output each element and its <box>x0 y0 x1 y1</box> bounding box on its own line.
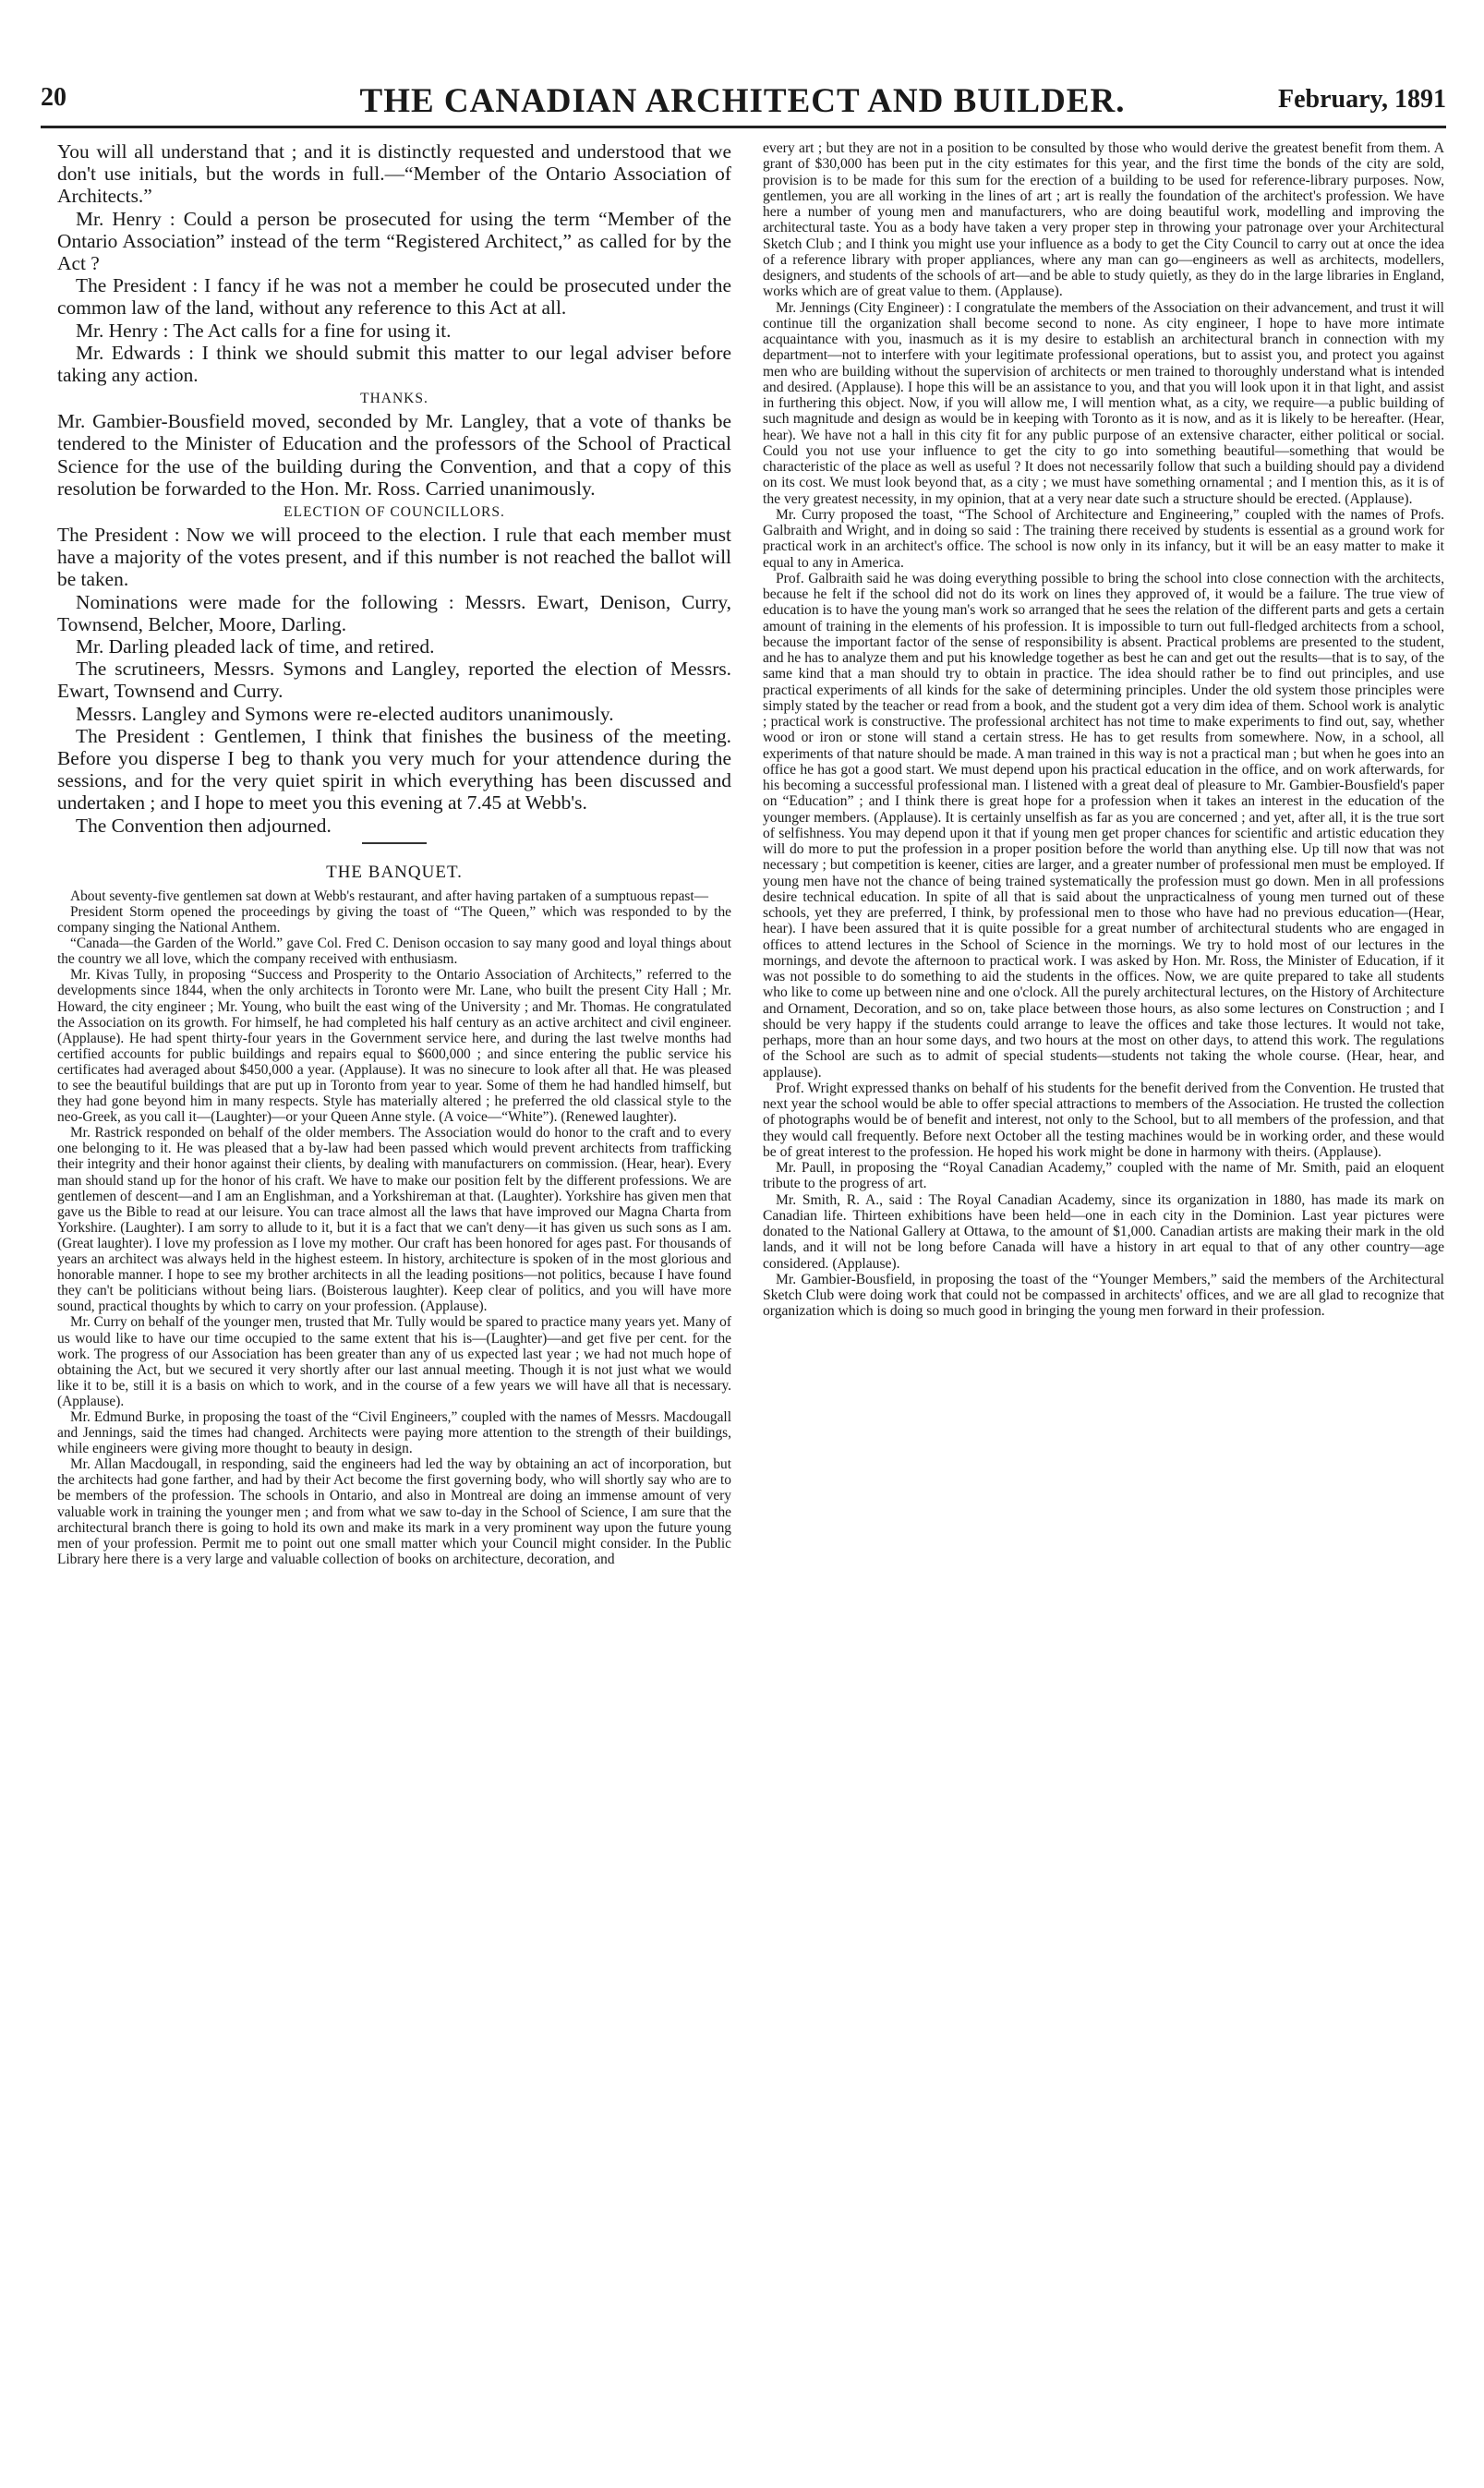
paragraph: Mr. Curry proposed the toast, “The School of Architecture and Engineering,” coupled with the names of Profs. Galbraith and Wright, and in doing so said : The training there received by students is essential as a ground work for practical work in an architect's office. The school is now only in its infancy, but it will be an easy matter to make it equal to any in America. <box>763 506 1444 571</box>
paragraph: The scrutineers, Messrs. Symons and Langley, reported the election of Messrs. Ewart, Townsend and Curry. <box>57 658 731 703</box>
paragraph: Mr. Rastrick responded on behalf of the older members. The Association would do honor to the craft and to every one belonging to it. He was pleased that a by-law had been passed which would prevent architects from trafficking their integrity and their honor against their clients, by dealing with manufacturers on commission. (Hear, hear). Every man should stand up for the honor of his craft. We have to make our position felt by the different professions. We are gentlemen of descent—and I am an Englishman, and a Yorkshireman at that. (Laughter). Yorkshire has given men that gave us the Bible to read at our leisure. You can trace almost all the laws that have improved our Magna Charta from Yorkshire. (Laughter). I am sorry to allude to it, but it is a fact that we can't deny—it has given us such sons as I am. (Great laughter). I love my profession as I love my mother. Our craft has been honored for ages past. For thousands of years an architect was always held in the highest esteem. In history, architecture is spoken of in the most glorious and honorable manner. I hope to see my brother architects in all the leading positions—not politics, because I have found they can't be politicians without being liars. (Boisterous laughter). Keep clear of politics, and you will have more sound, practical thoughts by which to carry on your profession. (Applause). <box>57 1125 731 1315</box>
paragraph: Mr. Gambier-Bousfield moved, seconded by Mr. Langley, that a vote of thanks be tendered to the Minister of Education and the professors of the School of Practical Science for the use of the building during the Convention, and that a copy of this resolution be forwarded to the Hon. Mr. Ross. Carried unanimously. <box>57 410 731 500</box>
thanks-heading: THANKS. <box>360 391 428 407</box>
banquet-section <box>57 888 731 1567</box>
section-divider <box>362 842 427 844</box>
paragraph: Mr. Curry on behalf of the younger men, trusted that Mr. Tully would be spared to practice many years yet. Many of us would like to have our time occupied to the same extent that his is—(Laughter)—and get five per cent. for the work. The progress of our Association has been greater than any of us expected last year ; we had not much hope of obtaining the Act, but we secured it very shortly after our last annual meeting. Though it is not just what we would like it to be, still it is a basis on which to work, and in the course of a few years we will have all that is necessary. (Applause). <box>57 1314 731 1409</box>
header-rule <box>41 126 1446 128</box>
left-column <box>57 140 731 2460</box>
paragraph: The President : I fancy if he was not a member he could be prosecuted under the common law of the land, without any reference to this Act at all. <box>57 274 731 320</box>
paragraph: Mr. Gambier-Bousfield, in proposing the toast of the “Younger Members,” said the members of the Architectural Sketch Club were doing work that could not be compassed in architects' offices, and we are all glad to recognize that organization which is doing so much good in bringing the young men forward in their profession. <box>763 1271 1444 1320</box>
paragraph: Mr. Allan Macdougall, in responding, said the engineers had led the way by obtaining an act of incorporation, but the architects had gone farther, and had by their Act become the first governing body, who will shortly say who are to be members of the profession. The schools in Ontario, and also in Montreal are doing an immense amount of very valuable work in training the younger men ; and from what we saw to-day in the School of Science, I am sure that the architectural branch there is going to hold its own and make its mark in a very prominent way upon the future young men of your profession. Permit me to point out one small matter which your Council might consider. In the Public Library here there is a very large and valuable collection of books on architecture, decoration, and <box>57 1456 731 1567</box>
paragraph: Mr. Henry : The Act calls for a fine for using it. <box>76 319 452 342</box>
election-section <box>57 524 731 837</box>
paragraph: every art ; but they are not in a position to be consulted by those who would derive the greatest benefit from them. A grant of $30,000 has been put in the city estimates for this year, and the first time the bonds of the city are sold, provision is to be made for this sum for the erection of a building to be used for reference-library purposes. Now, gentlemen, you are all working in the lines of art ; art is really the foundation of the architect's profession. We have here a number of young men and manufacturers, who are doing beautiful work, modelling and improving the architectural taste. You as a body have taken a very proper step in throwing your patronage over your Architectural Sketch Club ; and I think you might use your influence as a body to get the City Council to carry out at once the idea of a reference library with proper appliances, where any man can go—engineers as well as architects, modellers, designers, and students of the schools of art—and be able to study quietly, as they do in the large libraries in England, works which are of great value to them. (Applause). <box>763 140 1444 300</box>
paragraph: Mr. Edmund Burke, in proposing the toast of the “Civil Engineers,” coupled with the names of Messrs. Macdougall and Jennings, said the times had changed. Architects were paying more attention to the strength of their buildings, while engineers were giving more thought to beauty in design. <box>57 1408 731 1457</box>
paragraph: Mr. Jennings (City Engineer) : I congratulate the members of the Association on their advancement, and trust it will continue till the organization shall become second to none. As city engineer, I hope to have more intimate acquaintance with you, inasmuch as it is my desire to establish an architectural branch in connection with my department—not to interfere with your legitimate professional operations, but to assist you, and protect you against men who are building without the supervision of architects or men trained to thoroughly understand what is intended and desired. (Applause). I hope this will be an assistance to you, and that you will look upon it in that light, and assist in furthering this object. Now, if you will allow me, I will mention what, as a city, we require—a public building of such magnitude and design as would be in keeping with Toronto as it is now, and as it is likely to be hereafter. (Hear, hear). We have not a hall in this city fit for any public purpose of an extensive character, either political or social. Could you not use your influence to get the city to go into something beautiful—something that would be characteristic of the place as well as useful ? It does not necessarily follow that such a building should pay a dividend on its cost. We must look beyond that, as a city ; we must have something ornamental ; and I mention this, as it is of the very greatest necessity, in my opinion, that at a very near date such a structure should be erected. (Applause). <box>763 299 1444 507</box>
paragraph: You will all understand that ; and it is distinctly requested and understood that we don't use initials, but the words in full.—“Member of the Ontario Association of Architects.” <box>57 140 731 208</box>
page-header <box>41 81 1446 120</box>
paragraph: President Storm opened the proceedings by giving the toast of “The Queen,” which was responded to by the company singing the National Anthem. <box>57 903 731 936</box>
paragraph: Messrs. Langley and Symons were re-elected auditors unanimously. <box>76 702 614 725</box>
paragraph: The President : Gentlemen, I think that finishes the business of the meeting. Before you disperse I beg to thank you very much for your attendence during the sessions, and for the very quiet spirit in which everything has been discussed and undertaken ; and I hope to meet you this evening at 7.45 at Webb's. <box>57 724 731 815</box>
paragraph: The Convention then adjourned. <box>76 814 332 837</box>
paragraph: Nominations were made for the following : Messrs. Ewart, Denison, Curry, Townsend, Belcher, Moore, Darling. <box>57 590 731 635</box>
paragraph: Prof. Wright expressed thanks on behalf of his students for the benefit derived from the Convention. He trusted that next year the school would be able to offer special attractions to members of the Association. He trusted the collection of photographs would be of benefit and interest, not only to the School, but to all members of the profession, and that they would call frequently. Before next October all the testing machines would be in working order, and these would be of great interest to the profession. He hoped his work might be done in harmony with theirs. (Applause). <box>763 1080 1444 1160</box>
paragraph: Mr. Edwards : I think we should submit this matter to our legal adviser before taking any action. <box>57 341 731 387</box>
paragraph: Mr. Kivas Tully, in proposing “Success and Prosperity to the Ontario Association of Architects,” referred to the developments since 1844, when the only architects in Toronto were Mr. Lane, who built the present City Hall ; Mr. Howard, the city engineer ; Mr. Young, who built the east wing of the University ; and Mr. Thomas. He congratulated the Association on its growth. For himself, he had completed his half century as an active architect and civil engineer. (Applause). He had spent thirty-four years in the Government service here, and during the last twelve months had certified accounts for public buildings and repairs equal to $600,000 ; and since entering the public service his certificates had averaged about $450,000 a year. (Applause). It was no sinecure to look after all that. He was pleased to see the beautiful buildings that are put up in Toronto from year to year. Some of them he had handled himself, but they had gone beyond him in many respects. Style has materially altered ; he preferred the old classical style to the neo-Greek, as you call it—(Laughter)—or your Queen Anne style. (A voice—“White”). (Renewed laughter). <box>57 967 731 1126</box>
paragraph: The President : Now we will proceed to the election. I rule that each member must have a majority of the votes present, and if this number is not reached the ballot will be taken. <box>57 524 731 591</box>
paragraph: Mr. Smith, R. A., said : The Royal Canadian Academy, since its organization in 1880, has made its mark on Canadian life. Thirteen exhibitions have been held—one in each city in the Dominion. Last year pictures were donated to the National Gallery at Ottawa, to the amount of $1,000. Canadian artists are making their mark in the old lands, and it will not be long before Canada will have a history in art equal to that of any other country—age considered. (Applause). <box>763 1191 1444 1272</box>
paragraph: Mr. Darling pleaded lack of time, and retired. <box>76 635 435 658</box>
page-number: 20 <box>41 83 66 112</box>
issue-date: February, 1891 <box>1278 85 1446 114</box>
publication-title: THE CANADIAN ARCHITECT AND BUILDER. <box>359 82 1126 120</box>
intro-section <box>57 140 731 386</box>
paragraph: Mr. Henry : Could a person be prosecuted for using the term “Member of the Ontario Association” instead of the term “Registered Architect,” as called for by the Act ? <box>57 207 731 275</box>
right-column <box>763 140 1444 2460</box>
election-heading: ELECTION OF COUNCILLORS. <box>284 504 505 521</box>
paragraph: “Canada—the Garden of the World.” gave Col. Fred C. Denison occasion to say many good and loyal things about the country we all love, which the company received with enthusiasm. <box>57 936 731 968</box>
thanks-section <box>57 410 731 500</box>
paragraph: Mr. Paull, in proposing the “Royal Canadian Academy,” coupled with the name of Mr. Smith, paid an eloquent tribute to the progress of art. <box>763 1160 1444 1192</box>
banquet-heading: THE BANQUET. <box>326 862 463 882</box>
paragraph: About seventy-five gentlemen sat down at Webb's restaurant, and after having partaken of a sumptuous repast— <box>70 888 709 904</box>
paragraph: Prof. Galbraith said he was doing everything possible to bring the school into close connection with the architects, because he felt if the school did not do its work on lines they approved of, it would be a failure. The true view of education is to have the young man's work so arranged that he sees the relation of the different parts and gets a certain amount of training in the elements of his profession. It is impossible to turn out full-fledged architects from a school, because the important factor of the sense of responsibility is absent. Practical problems are presented to the student, and he has to analyze them and put his knowledge together as best he can and get out the results—that is to say, of the same kind that a man should try to obtain in practice. The idea should rather be to find out principles, and use practical experiments of all kinds for the sake of determining principles. Under the old system those principles were simply stated by the teacher or read from a book, and the student got a very dim idea of them. School work is analytic ; practical work is constructive. The professional architect has not time to make experiments to find out, say, whether wood or iron or stone will stand a certain stress. He has to get results from somewhere. Now, in a school, all experiments of that nature should be made. A man trained in this way is not a practical man ; but when he goes into an office he has got a good start. We must depend upon his practical education in the office, and on work afterwards, for his becoming a successful professional man. I listened with a great deal of pleasure to Mr. Gambier-Bousfield's paper on “Education” ; and I think there is great hope for a profession when it takes an interest in the education of the younger members. (Applause). It is certainly unselfish as far as you are concerned ; and yet, after all, it is the true sort of selfishness. You may depend upon it that if young men get proper chances for scientific and artistic education they will do more to put the profession in a proper position before the world than anything else. Up till now that was not necessary ; but competition is keener, cities are larger, and a greater number of professional men must be employed. If young men have not the chance of being trained systematically the profession must go down. Men in all professions desire technical education. In spite of all that is said about the unpracticalness of young men turned out of these schools, yet they are preferred, I think, by professional men to those who have had no previous education—(Hear, hear). I have been assured that it is quite possible for a great number of architectural students who are engaged in offices to attend lectures in the School of Science in the mornings. We try to hold most of our lectures in the mornings, and devote the afternoon to practical work. I was asked by Hon. Mr. Ross, the Minister of Education, if it was not possible to do something to aid the students in the offices. Now, we are quite prepared to take all students who like to come up between nine and one o'clock. All the purely architectural lectures, on the History of Architecture and Ornament, Decoration, and so on, take place between those hours, as also some lectures on Construction ; and I should be very happy if the students could arrange to leave the offices and take those lectures. It would not take, perhaps, more than an hour some days, and two hours at the most on other days, to attend this work. The regulations of the School are such as to admit of special students—students not taking the whole course. (Hear, hear, and applause). <box>763 570 1444 1081</box>
